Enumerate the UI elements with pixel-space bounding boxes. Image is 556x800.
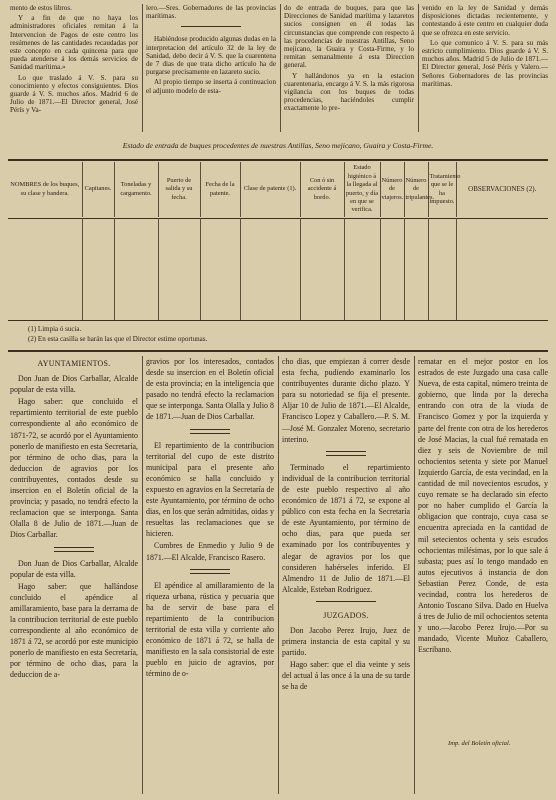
top-col2-p3: Al propio tiempo se inserta á continuacion el adjunto modelo de esta-: [146, 78, 276, 95]
header-clase-patente: Clase de patente (1).: [240, 162, 300, 217]
lower-column-3: [282, 356, 410, 796]
lower-col1-p4: Hago saber: que hallándose concluido el apéndice al amillaramiento, base para la derrama de la contribucion territorial de este pueblo correspondiente al año económico de 1871 á 72, se acordó por este municipio ponerlo de manifiesto en esta Secretaría, por término de ocho dias, para la deduccion de a-: [10, 581, 138, 680]
section-rule: [8, 350, 548, 352]
top-col2-p2: Habiéndose producido algunas dudas en la interpretacion del artículo 32 de la ley de Sanidad, debo decir á V. S. que la cuarentena de 7 dias de que trata dicho artículo ha de purgarse precisamente en lazareto sucio.: [146, 35, 276, 77]
lower-col2-p4: El apéndice al amillaramiento de la riqueza urbana, rústica y pecuaria que ha de servir de base para el repartimiento de la contribucion territorial de esta villa y corriente año económico de 1871 á 72, se halla de manifiesto en la sala consistorial de este pueblo en juicio de agravios, por término de o-: [146, 580, 274, 679]
lower-col1-p2: Hago saber: que concluido el repartimiento territorial de este pueblo correspondiente al año económico de 1871-72, se acordó por el Ayuntamiento ponerlo de manifiesto en esta Secretaría, por término de ocho dias, para la deduccion de agravios por los contribuyentes, contados desde su insercion en el Boletín oficial de la provincia; y pasado, no tendrá efecto la reclamacion que se interponga. Santa Olalla 8 de Julio de 1871.—Juan de Dios Carballar.: [10, 397, 138, 540]
lower-col2-p3: Cumbres de Enmedio y Julio 9 de 1871.—El Alcalde, Francisco Rasero.: [146, 541, 274, 562]
lower-col3-p4: Hago saber: que el dia veinte y seis del actual á las once á la una de su tarde se ha de: [282, 660, 410, 692]
table-caption: Estado de entrada de buques procedentes de nuestras Antillas, Seno mejicano, Guaira y Costa-Firme.: [122, 141, 434, 150]
table-column-line: [428, 218, 429, 320]
header-tripulantes: Número de tripulantes.: [404, 162, 428, 217]
top-col3-p2: Y hallándonos ya en la estacion cuarentenaria, encargo á V. S. la más rigorosa vigilancia con los buques de todas procedencias, haciéndoles cumplir exactamente lo pre-: [284, 71, 414, 113]
heading-ayuntamientos: AYUNTAMIENTOS.: [37, 359, 111, 368]
separator: [190, 569, 230, 574]
lower-col1-p3: Don Juan de Dios Carballar, Alcalde popular de esta villa.: [10, 558, 138, 579]
separator: [181, 26, 241, 27]
table-column-line: [300, 218, 301, 320]
imprint: Imp. del Boletín oficial.: [448, 740, 511, 747]
table-top-rule: [8, 159, 548, 161]
table-column-line: [456, 218, 457, 320]
table-column-line: [380, 218, 381, 320]
table-column-line: [114, 218, 115, 320]
lower-col2-p2: El repartimiento de la contribucion territorial del cupo de este distrito municipal para el presente año económico se halla concluido y expuesto en agravios en la Secretaría de este Ayuntamiento, por término de ocho dias, en los que serán admitidas, oidas y resueltas las reclamaciones que se hicieren.: [146, 440, 274, 539]
lower-col3-p2: Terminado el repartimiento individual de la contribucion territorial de este pueblo respectivo al año económico de 1871 á 72, se expone al público con esta fecha en la Secretaría de este Ayuntamiento, por término de ocho dias, para que pueda ser examinado por los contribuyentes y alegar de agravios por los que consideren habérseles inferido. El Almendro 11 de Julio de 1871.—El Alcalde, Esteban Rodriguez.: [282, 462, 410, 594]
column-rule: [280, 4, 281, 132]
header-observaciones: OBSERVACIONES (2).: [456, 162, 548, 217]
header-viajeros: Número de viajeros.: [380, 162, 404, 217]
separator: [54, 547, 94, 552]
separator: [190, 429, 230, 434]
top-col1-p2: Y a fin de que no haya los administradores oficiales remitan á la Intervencion de Pagos de este centro los resúmenes de las cantidades recaudadas por este concepto en cada quincena para que pueda atenderse á los demás servicios de Sanidad marítima.»: [10, 14, 138, 72]
header-nombres: NOMBRES de los buques, su clase y bandera.: [10, 181, 80, 197]
column-rule: [278, 356, 279, 794]
lower-column-1: [10, 356, 138, 796]
table-column-line: [200, 218, 201, 320]
table-column-line: [240, 218, 241, 320]
table-column-line: [344, 218, 345, 320]
header-puerto: Puerto de salida y su fecha.: [158, 162, 200, 217]
table-bottom-rule: [8, 320, 548, 321]
top-col1-p1: mento de estos libros.: [10, 4, 72, 12]
heading-juzgados: JUZGADOS.: [323, 610, 369, 620]
table-header-row: [8, 162, 548, 217]
lower-col4-p1: rematar en el mejor postor en los estrados de este Juzgado una casa calle Nueva, de esta capital, número treinta de gobierno, que linda por la derecha entrando con otra de la viuda de Francisco Gomez y por la izquierda y parte del frente con otra de los herederos de José Macias, la cual fué rematada en diez y seis de Noviembre de mil ochocientos setenta y siete por Manuel Izquierdo García, de esta vecindad, en la cantidad de mil novecientos escudos, y cuyo remate se ha declarado sin efecto por no haber cumplido el García la obligacion que contrajo, cuya casa se encuentra apreciada en la cantidad de mil setecientos ochenta y seis escudos ochocientas milésimas, por lo que sale á subasta; pues así lo tengo mandado en autos ejecutivos á instancia de don Sebastian Perez Conde, de esta vecindad, contra los herederos de Antonio Toscano Silva. Dado en Huelva á tres de Julio de mil ochocientos setenta y uno.—Jacobo Perez Irujo.—Por su mandado, Vicente Muñoz Caballero, Escribano.: [418, 357, 548, 655]
column-rule: [142, 356, 143, 794]
lower-col2-p1: gravios por los interesados, contados desde su insercion en el Boletín oficial de esta provincia; en la inteligencia que pasado no tendrá efecto la reclamacion que se interponga. Santa Olalla y Julio 8 de 1871.—Juan de Dios Carballar.: [146, 357, 274, 422]
top-column-4: [422, 4, 548, 134]
separator: [326, 451, 366, 456]
header-tratamiento: Tratamiento que se le ha impuesto.: [428, 162, 456, 217]
top-column-3: [284, 4, 414, 134]
column-rule: [418, 4, 419, 132]
lower-column-2: [146, 356, 274, 796]
header-capitanes: Capitanes.: [82, 162, 114, 217]
column-rule: [142, 4, 143, 132]
top-col2-p1: lero.—Sres. Gobernadores de las provincias marítimas.: [146, 4, 276, 21]
table-notes: [28, 324, 207, 344]
top-col1-p3: Lo que traslado á V. S. para su conocimiento y efectos consiguientes. Dios guarde á V. S. muchos años. Madrid 6 de Julio de 1871.—El Director general, José Pérís y Va-: [10, 73, 138, 115]
column-rule: [414, 356, 415, 794]
lower-column-4: [418, 356, 548, 736]
header-toneladas: Toneladas y cargamento.: [114, 162, 158, 217]
lower-col1-p1: Don Juan de Dios Carballar, Alcalde popular de esta villa.: [10, 374, 138, 395]
lower-col3-p3: Don Jacobo Perez Irujo, Juez de primera instancia de esta capital y su partido.: [282, 625, 410, 658]
top-col4-p1: venido en la ley de Sanidad y demás disposiciones dictadas recientemente, y contestando á este centro en cualquier duda que se ofrezca en este servicio.: [422, 4, 548, 37]
header-fecha-patente: Fecha de la patente.: [200, 162, 240, 217]
table-empty-body: [8, 218, 548, 320]
lower-col3-p1: cho dias, que empiezan á correr desde esta fecha, pudiendo examinarlo los contribuyentes durante dicho plazo. Y para su notoriedad se fija el presente. Aljar 10 de Julio de 1871.—El Alcalde, Francisco Lopez y Caballero.—P. S. M.—José M. Gonzalez Moreno, secretario interino.: [282, 357, 410, 444]
top-column-2: [146, 4, 276, 134]
header-accidente: Con ó sin accidente á bordo.: [300, 162, 344, 217]
table-column-line: [158, 218, 159, 320]
top-column-1: [10, 4, 138, 134]
table-column-line: [404, 218, 405, 320]
separator: [316, 601, 376, 602]
ships-entry-table: [8, 162, 548, 217]
top-col3-p1: do de entrada de buques, para que las Direcciones de Sanidad marítima y lazaretos sucios consignen en él todas las circunstancias que comprende con respecto á las procedencias de nuestras Antillas, Seno mejicano, la Guaira y Costa-Firme, y lo remitan semanalmente á esta Direccion general.: [284, 4, 414, 70]
table-note-2: (2) En esta casilla se harán las que el Director estime oportunas.: [28, 335, 208, 343]
header-estado-higienico: Estado higiénico á la llegada al puerto, y día en que se verifica.: [344, 162, 380, 217]
table-note-1: (1) Limpia ó sucia.: [28, 325, 82, 333]
table-column-line: [82, 218, 83, 320]
top-col4-p2: Lo que comunico á V. S. para su más estricto cumplimiento. Dios guarde á V. S. muchos años. Madrid 5 de Julio de 1871.—El Director general, José Pérís y Valero.—Señores Gobernadores de las provincias marítimas.: [422, 38, 548, 88]
